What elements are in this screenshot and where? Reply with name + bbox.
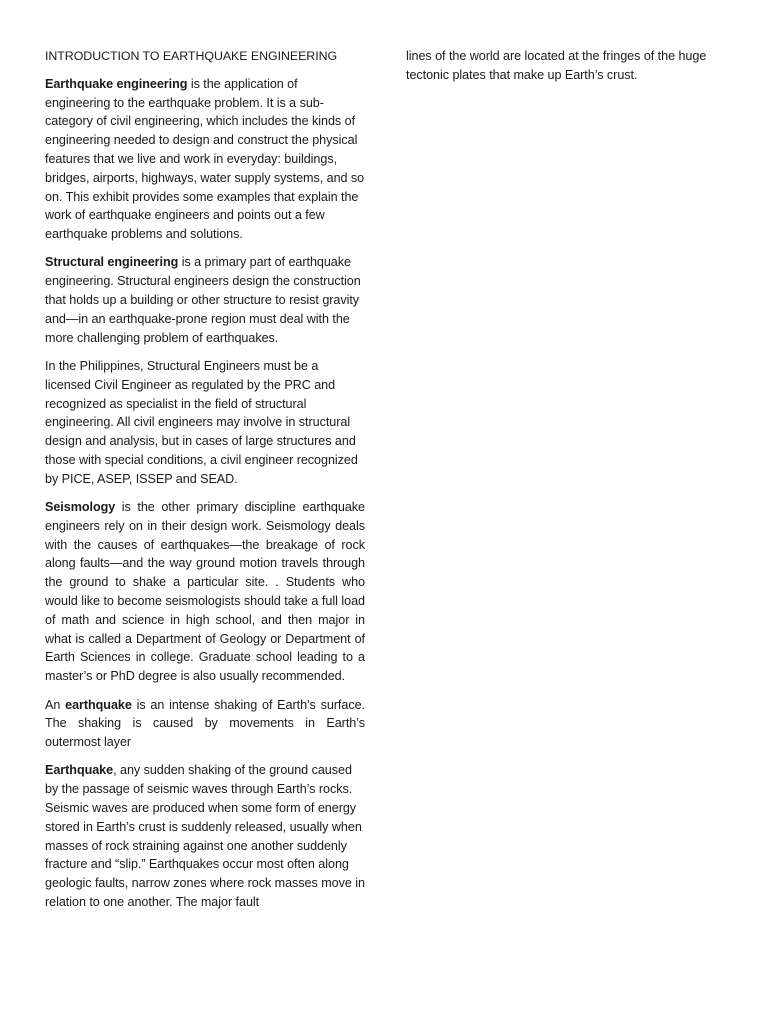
paragraph-text: is an intense shaking of Earth’s surface. The shaking is caused by movements in Earth’s outermost layer: [45, 697, 365, 750]
paragraph-earthquake-detail: [45, 761, 365, 911]
paragraph-lead: An: [45, 697, 66, 712]
paragraph-text: is a primary part of earthquake engineering. Structural engineers design the construction that holds up a building or other structure to resist gravity and—in an earthquake-prone region must deal with the more challenging problem of earthquakes.: [45, 255, 361, 345]
term-seismology: Seismology: [45, 500, 116, 515]
term-earthquake: earthquake: [65, 697, 132, 712]
paragraph-text: is the other primary discipline earthquake engineers rely on in their design work. Seismology deals with the causes of earthquakes—the breakage of rock along faults—and the way ground motion travels through the ground to shake a particular site. . Students who would like to become seismologists should take a full load of math and science in high school, and then major in what is called a Department of Geology or Department of Earth Sciences in college. Graduate school leading to a master’s or PhD degree is also usually recommended.: [45, 500, 365, 684]
term-earthquake-detail: Earthquake: [45, 763, 114, 778]
paragraph-structural-engineering: [45, 253, 365, 347]
left-column: [45, 47, 365, 921]
paragraph-seismology: [45, 498, 365, 686]
paragraph-philippines: [45, 357, 365, 489]
term-structural-engineering: Structural engineering: [45, 255, 179, 270]
paragraph-earthquake-engineering: [45, 75, 365, 244]
paragraph-text: is the application of engineering to the earthquake problem. It is a sub-category of civil engineering, which includes the kinds of engineering needed to design and construct the physical features that we live and work in everyday: buildings, bridges, airports, highways, water supply systems, and so on. This exhibit provides some examples that explain the work of earthquake engineers and points out a few earthquake problems and solutions.: [45, 76, 365, 242]
paragraph-text: In the Philippines, Structural Engineers must be a licensed Civil Engineer as regulated by the PRC and recognized as specialist in the field of structural engineering. All civil engineers may involve in structural design and analysis, but in cases of large structures and those with special conditions, a civil engineer recognized by PICE, ASEP, ISSEP and SEAD.: [45, 358, 358, 486]
right-column: [406, 47, 726, 94]
term-earthquake-engineering: Earthquake engineering: [45, 76, 188, 91]
paragraph-text: , any sudden shaking of the ground caused by the passage of seismic waves through Earth’s rocks. Seismic waves are produced when some form of energy stored in Earth’s crust is suddenly released, usually when masses of rock straining against one another suddenly fracture and “slip.” Earthquakes occur most often along geologic faults, narrow zones where rock masses move in relation to one another. The major fault: [45, 763, 365, 909]
paragraph-continuation: lines of the world are located at the fringes of the huge tectonic plates that make up Earth’s crust.: [406, 49, 707, 82]
paragraph-earthquake-definition: [45, 696, 365, 752]
document-title: INTRODUCTION TO EARTHQUAKE ENGINEERING: [45, 49, 338, 63]
